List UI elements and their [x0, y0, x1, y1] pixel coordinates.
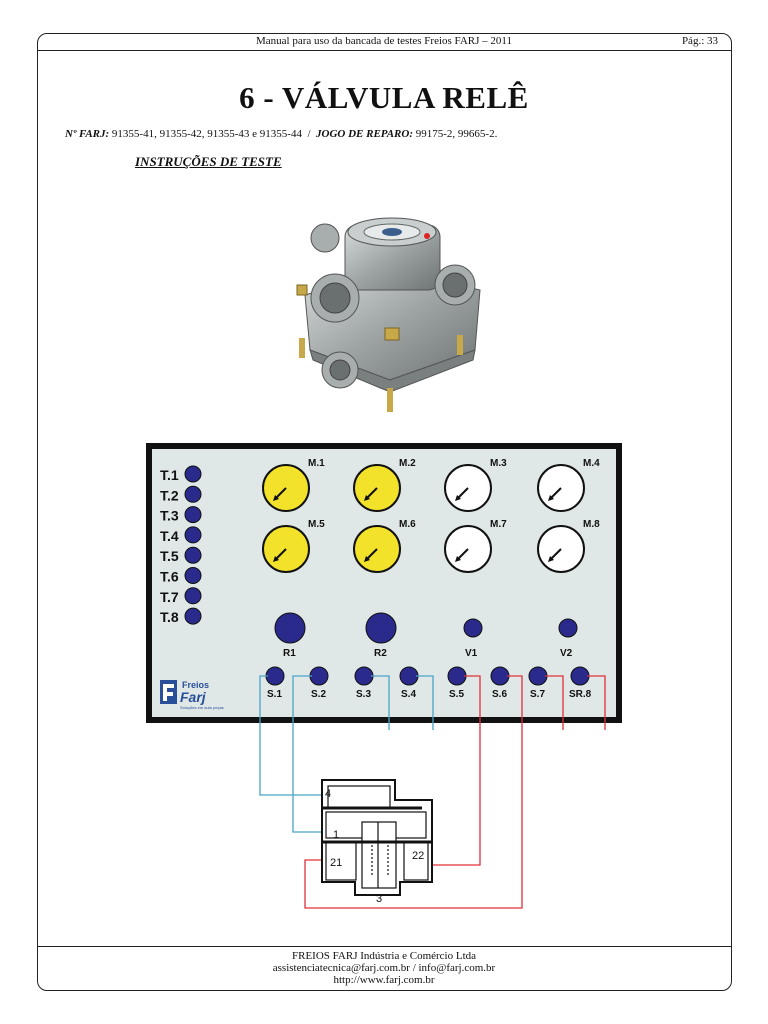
- t-label-4: T.4: [160, 527, 179, 544]
- t-label-6: T.6: [160, 568, 179, 585]
- repair-label: JOGO DE REPARO:: [316, 128, 413, 140]
- s-label-4: S.4: [401, 689, 417, 700]
- s-label-1: S.1: [267, 689, 283, 700]
- valve-knob-1[interactable]: [464, 619, 482, 637]
- gauge-label-3: M.3: [490, 458, 507, 469]
- logo-top-text: Freios: [182, 680, 210, 690]
- port-label-4: 4: [325, 788, 332, 800]
- page-title: 6 - VÁLVULA RELÊ: [239, 80, 529, 115]
- footer-url: http://www.farj.com.br: [333, 974, 435, 986]
- port-label-22: 22: [412, 850, 425, 862]
- t-knob-5[interactable]: [185, 547, 201, 563]
- gauge-label-2: M.2: [399, 458, 416, 469]
- s-label-3: S.3: [356, 689, 372, 700]
- instructions-heading: INSTRUÇÕES DE TESTE: [135, 154, 282, 169]
- farj-label: Nº FARJ:: [65, 128, 110, 140]
- valve-label-1: V1: [465, 648, 478, 659]
- gauge-label-7: M.7: [490, 519, 507, 530]
- t-knob-6[interactable]: [185, 568, 201, 584]
- gauge-label-5: M.5: [308, 519, 325, 530]
- t-knob-7[interactable]: [185, 588, 201, 604]
- page-number: Pág.: 33: [681, 35, 718, 47]
- s-knob-1[interactable]: [266, 667, 284, 685]
- t-knob-3[interactable]: [185, 507, 201, 523]
- footer-emails: assistenciatecnica@farj.com.br / info@farj.com.br: [272, 962, 496, 974]
- t-label-8: T.8: [160, 609, 179, 626]
- t-knob-2[interactable]: [185, 486, 201, 502]
- s-knob-4[interactable]: [400, 667, 418, 685]
- s-label-8: SR.8: [569, 689, 592, 700]
- t-label-1: T.1: [160, 467, 179, 483]
- repair-values: 99175-2, 99665-2.: [415, 128, 498, 140]
- regulator-label-2: R2: [374, 648, 387, 659]
- logo-brand-text: Farj: [180, 689, 206, 705]
- t-label-2: T.2: [160, 487, 179, 504]
- valve-knob-2[interactable]: [559, 619, 577, 637]
- regulator-knob-1[interactable]: [275, 613, 305, 643]
- s-label-5: S.5: [449, 689, 465, 700]
- logo-tagline: Soluções em auto peças: [180, 705, 224, 710]
- gauge-label-8: M.8: [583, 519, 600, 530]
- port-label-1: 1: [333, 829, 340, 841]
- gauge-label-6: M.6: [399, 519, 416, 530]
- header-title: Manual para uso da bancada de testes Freios FARJ – 2011: [256, 35, 512, 47]
- t-label-7: T.7: [160, 588, 179, 605]
- s-knob-2[interactable]: [310, 667, 328, 685]
- regulator-label-1: R1: [283, 648, 296, 659]
- t-knob-8[interactable]: [185, 608, 201, 624]
- t-knob-1[interactable]: [185, 466, 201, 482]
- farj-values: 91355-41, 91355-42, 91355-43 e 91355-44: [111, 128, 302, 140]
- gauge-label-4: M.4: [583, 458, 600, 469]
- parts-separator: /: [304, 128, 314, 140]
- t-label-5: T.5: [160, 548, 179, 565]
- s-knob-6[interactable]: [491, 667, 509, 685]
- port-label-21: 21: [330, 857, 343, 869]
- port-label-3: 3: [376, 893, 383, 905]
- regulator-knob-2[interactable]: [366, 613, 396, 643]
- s-label-6: S.6: [492, 689, 508, 700]
- s-label-7: S.7: [530, 689, 546, 700]
- gauge-label-1: M.1: [308, 458, 325, 469]
- footer-company: FREIOS FARJ Indústria e Comércio Ltda: [291, 950, 477, 962]
- s-knob-7[interactable]: [529, 667, 547, 685]
- s-label-2: S.2: [311, 689, 327, 700]
- s-knob-3[interactable]: [355, 667, 373, 685]
- s-knob-8[interactable]: [571, 667, 589, 685]
- t-knob-4[interactable]: [185, 527, 201, 543]
- valve-label-2: V2: [560, 648, 573, 659]
- s-knob-5[interactable]: [448, 667, 466, 685]
- footer-divider: [37, 946, 732, 947]
- t-label-3: T.3: [160, 507, 179, 524]
